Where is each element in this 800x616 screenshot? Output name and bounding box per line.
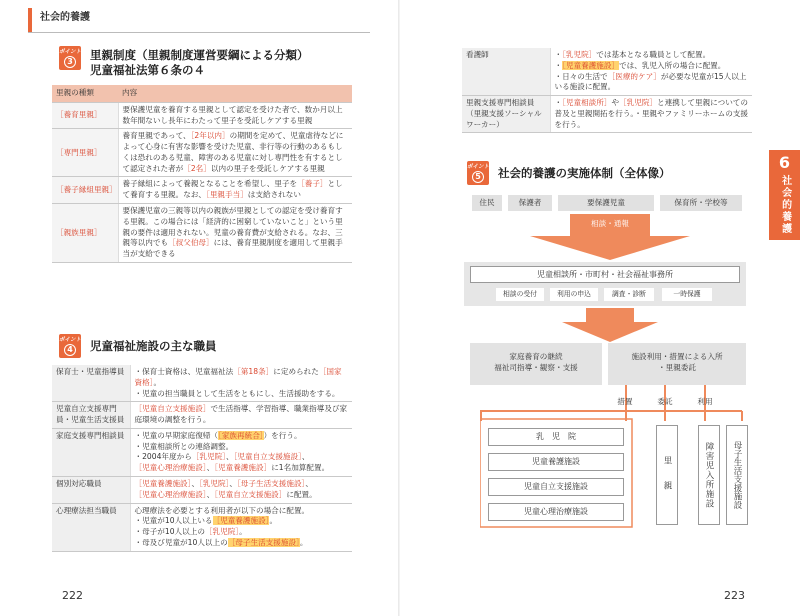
- table-row: [52, 477, 352, 504]
- point-4-badge: ポイント 4: [59, 334, 81, 358]
- table-row: [52, 177, 352, 204]
- agency-box: 児童相談所・市町村・社会福祉事務所: [470, 266, 740, 283]
- row-content: ・保育士資格は、児童福祉法［第18条］に定められた［国家資格］。 ・児童の担当職員として生活をともにし、生活援助をする。: [130, 365, 352, 402]
- vbox-mother-child: 母子生活支援施設: [726, 425, 748, 525]
- header-rule: [28, 32, 370, 33]
- row-type: ［養育里親］: [52, 102, 118, 129]
- point-5-badge: ポイント 5: [467, 161, 489, 185]
- consult-label: 相談・通報: [591, 219, 629, 228]
- facility-psych-treatment: 児童心理治療施設: [488, 503, 624, 521]
- row-content: ・［乳児院］では基本となる職員として配置。 ・［児童養護施設］では、乳児入所の場合に配置。 ・日々の生活で［医療的ケア］が必要な児童が15人以上いる施設に配置。: [550, 48, 752, 96]
- row-content: 心理療法を必要とする利用者が以下の場合に配置。 ・児童が10人以上いる［児童養護施設］。 ・母子が10人以上の［乳児院］。 ・母及び児童が10人以上の［母子生活支援施設］。: [130, 503, 352, 551]
- placement-box: 施設利用・措置による入所 ・里親委託: [608, 343, 746, 385]
- facility-infant-home: 乳 児 院: [488, 428, 624, 446]
- chapter-side-tab: 6 社会的養護: [769, 150, 800, 240]
- row-content: 養育里親であって、［2年以内］の期間を定めて、児童虐待などによって心身に有害な影響を受けた児童、非行等の行動のあるもしくは恐れのある児童、障害のある児童に対し専門性を有するとして認定された者が［2名］以内の里子を受託しケアする里親: [118, 129, 352, 177]
- chip-residents: 住民: [472, 195, 502, 211]
- header-title: 社会的養護: [40, 12, 90, 23]
- label-riyou: 利用: [697, 397, 713, 406]
- col-type: 里親の種類: [52, 85, 118, 102]
- table-header-row: [52, 85, 352, 102]
- table-row: [462, 96, 752, 133]
- row-role: 里親支援専門相談員（里親支援ソーシャルワーカー）: [462, 96, 550, 133]
- point-3-title: 里親制度（里親制度運営要綱による分類） 児童福祉法第６条の４: [90, 48, 309, 77]
- row-content: ［児童養護施設］、［乳児院］、［母子生活支援施設］、 ［児童心理治療施設］、［児童自立支援施設］に配置。: [130, 477, 352, 504]
- table-row: [52, 129, 352, 177]
- point-4-title: 児童福祉施設の主な職員: [90, 339, 217, 353]
- sub-chip-protection: 一時保護: [662, 288, 712, 301]
- page-number-right: 223: [724, 589, 745, 602]
- row-role: 心理療法担当職員: [52, 503, 130, 551]
- row-role: 看護師: [462, 48, 550, 96]
- col-content: 内容: [118, 85, 352, 102]
- table-row: [52, 428, 352, 476]
- row-content: 養子縁組によって養親となることを希望し、里子を［養子］として養育する里親。なお、［里親手当］は支給されない: [118, 177, 352, 204]
- page-number-left: 222: [62, 589, 83, 602]
- vbox-foster-parents: 里 親: [656, 425, 678, 525]
- row-content: ［児童自立支援施設］で生活指導、学習指導、職業指導及び家庭環境の調整を行う。: [130, 402, 352, 429]
- facility-childrens-home: 児童養護施設: [488, 453, 624, 471]
- chip-guardians: 保護者: [508, 195, 552, 211]
- staff-table-continued: [462, 48, 752, 133]
- row-role: 個別対応職員: [52, 477, 130, 504]
- right-page: [400, 0, 800, 616]
- row-type: ［養子縁組里親］: [52, 177, 118, 204]
- label-itaku: 委託: [657, 397, 673, 406]
- header-accent-bar: [28, 8, 32, 32]
- sub-chip-application: 利用の申込: [550, 288, 598, 301]
- table-row: [462, 48, 752, 96]
- table-row: [52, 365, 352, 402]
- sub-chip-intake: 相談の受付: [496, 288, 544, 301]
- label-sochi: 措置: [617, 397, 633, 406]
- vbox-disabled-facility: 障害児入所施設: [698, 425, 720, 525]
- staff-table: [52, 365, 352, 552]
- row-role: 家庭支援専門相談員: [52, 428, 130, 476]
- point-3-badge: ポイント 3: [59, 46, 81, 70]
- down-arrow: [562, 308, 658, 342]
- row-role: 保育士・児童指導員: [52, 365, 130, 402]
- row-content: 要保護児童の三親等以内の親族が里親としての認定を受け養育する里親。この場合には「経済的に困窮していないこと」という里親の要件は適用されない。児童の養育費が支給される。なお、三親等以内でも［叔父伯母］には、養育里親制度を適用して里親手当が支給できる: [118, 204, 352, 263]
- foster-parent-table: [52, 85, 352, 263]
- row-content: ・児童の早期家庭復帰（［家族再統合］）を行う。 ・児童相談所との連絡調整。 ・2004年度から［乳児院］、［児童自立支援施設］、 ［児童心理治療施設］、［児童養護施設］に1名加算配置。: [130, 428, 352, 476]
- table-row: [52, 503, 352, 551]
- facility-independence: 児童自立支援施設: [488, 478, 624, 496]
- row-content: ・［児童相談所］や［乳児院］と連携して里親についての普及と里親開拓を行う。・里親やファミリーホームの支援を行う。: [550, 96, 752, 133]
- row-content: 要保護児童を養育する里親として認定を受けた者で、数か月以上数年間ないし長年にわたって里子を受託しケアする里親: [118, 102, 352, 129]
- table-row: [52, 102, 352, 129]
- row-type: ［親族里親］: [52, 204, 118, 263]
- table-row: [52, 204, 352, 263]
- chip-children: 要保護児童: [558, 195, 654, 211]
- point-5-title: 社会的養護の実施体制（全体像）: [498, 166, 671, 180]
- sub-chip-diagnosis: 調査・診断: [604, 288, 654, 301]
- row-type: ［専門里親］: [52, 129, 118, 177]
- table-row: [52, 402, 352, 429]
- row-role: 児童自立支援専門員・児童生活支援員: [52, 402, 130, 429]
- chip-schools: 保育所・学校等: [660, 195, 742, 211]
- home-care-box: 家庭養育の継続 福祉司指導・観察・支援: [470, 343, 602, 385]
